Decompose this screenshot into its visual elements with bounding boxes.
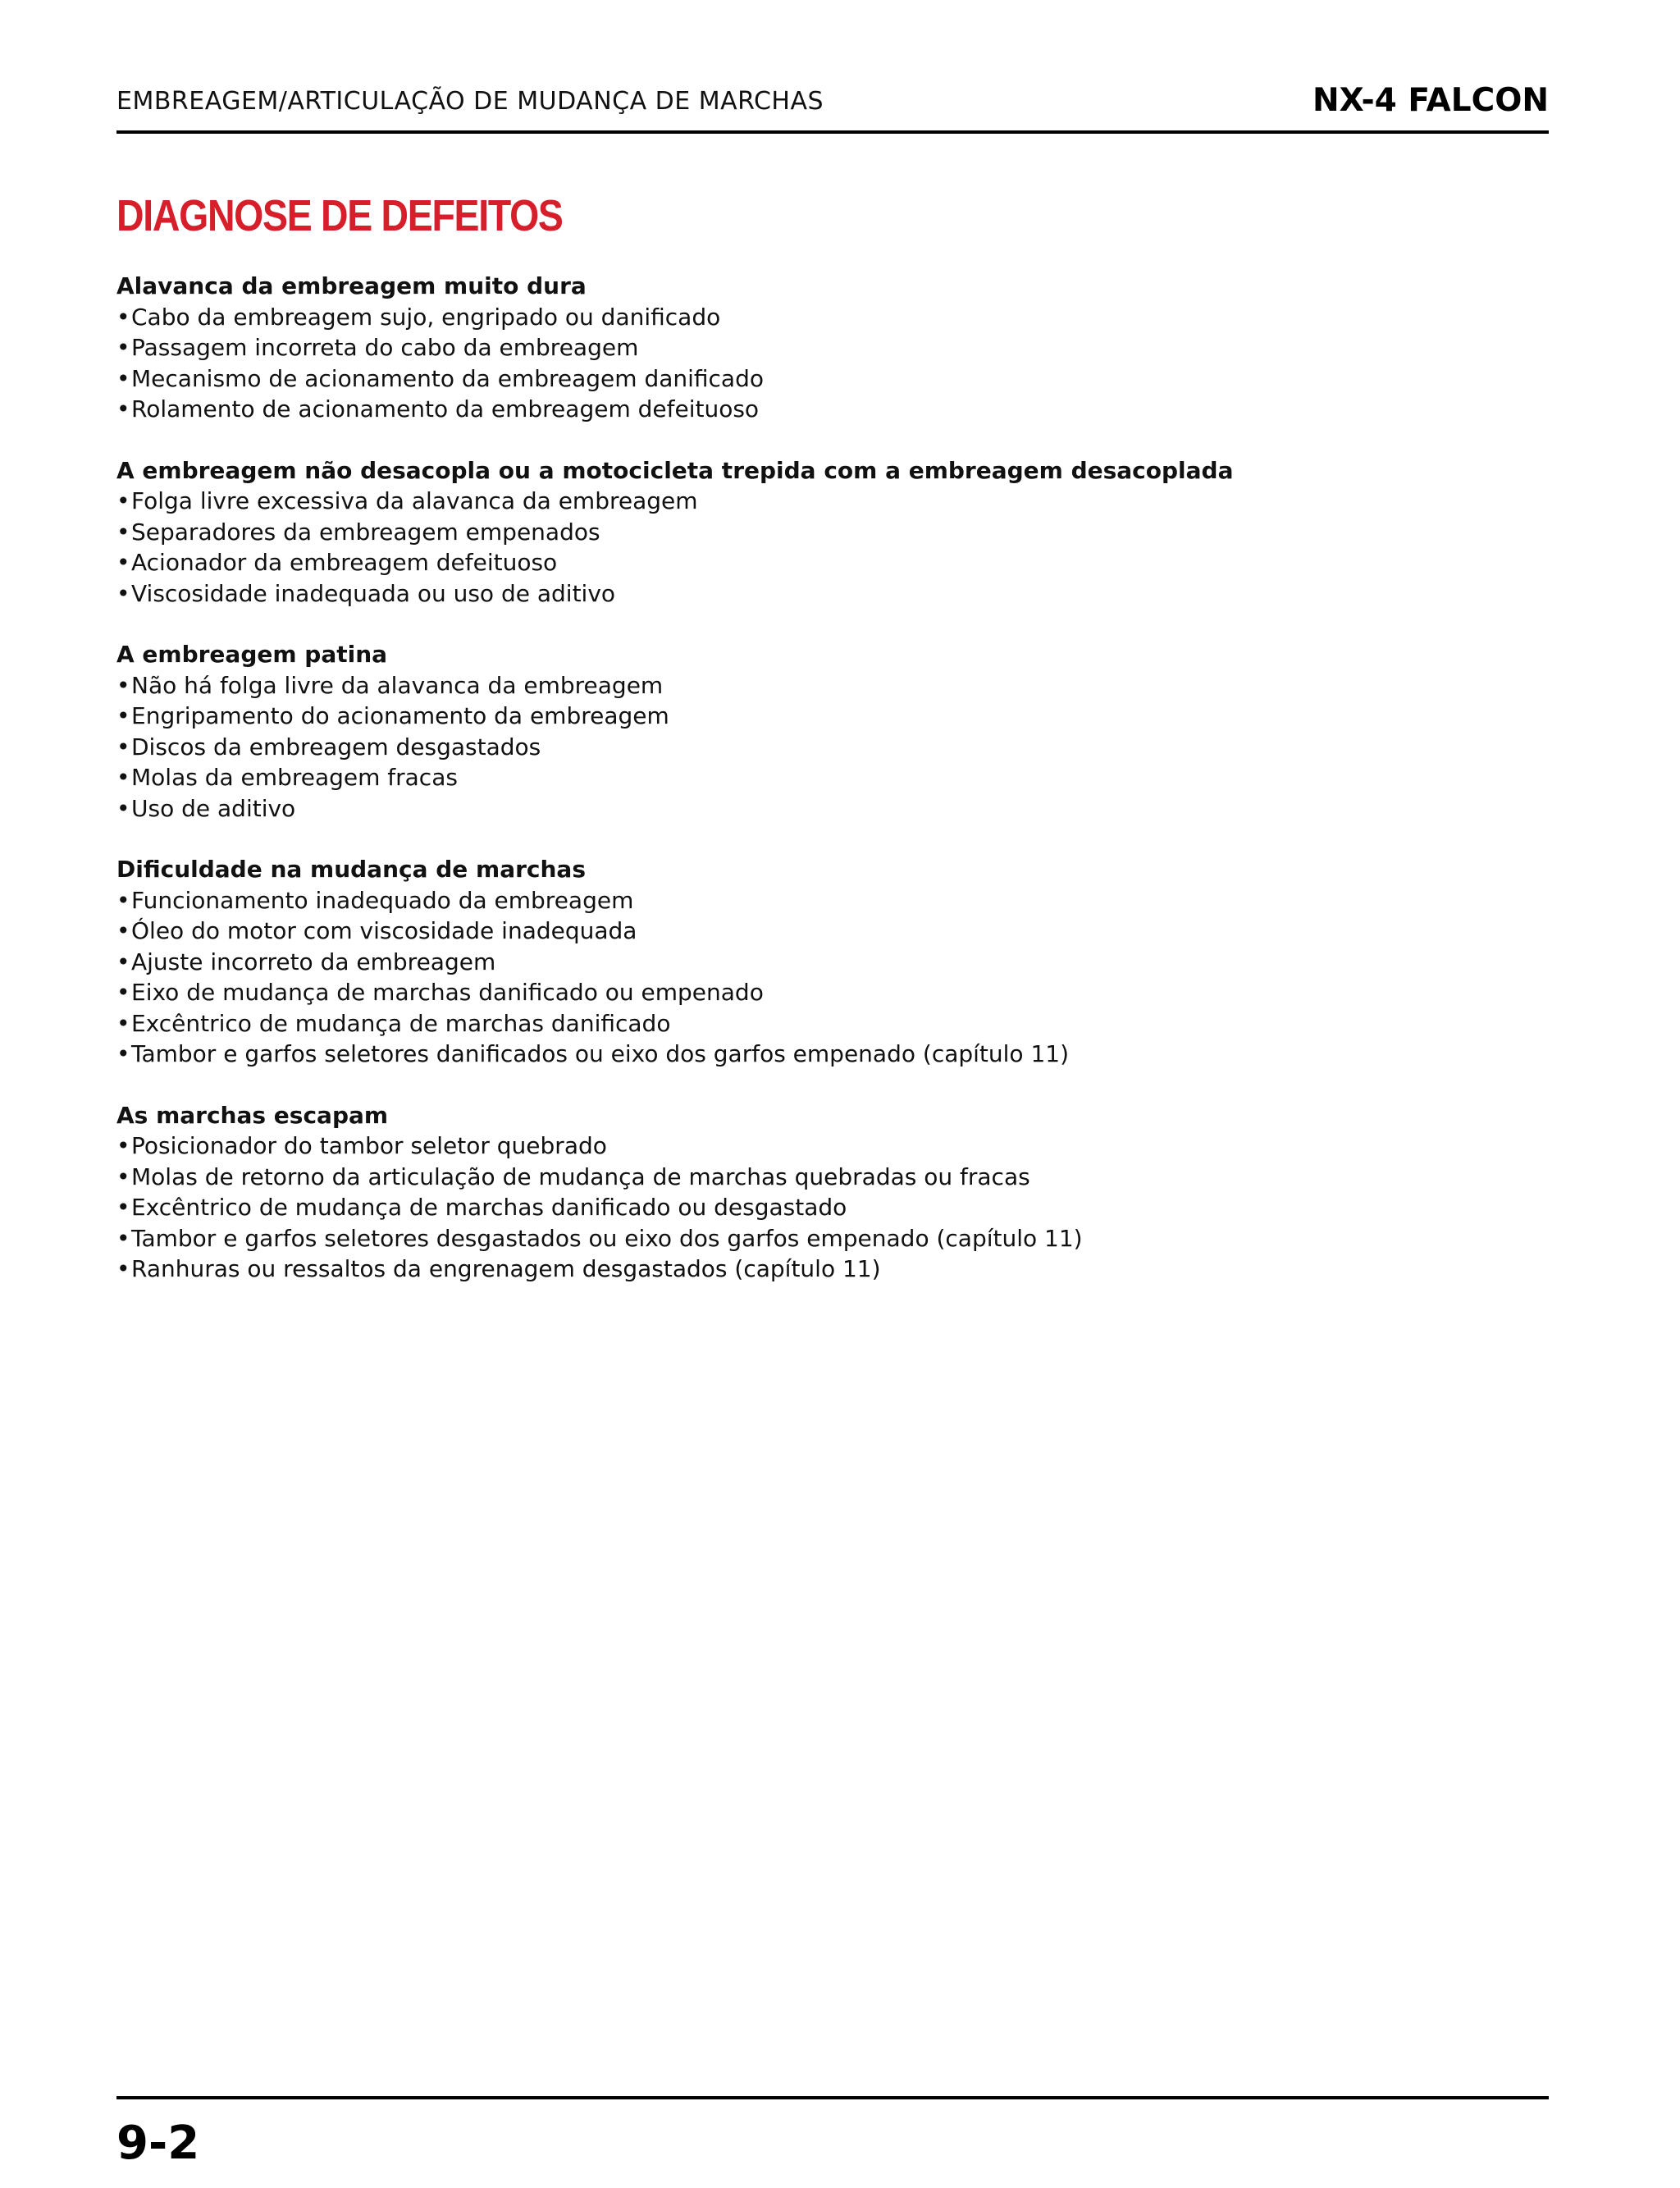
cause-item [116, 517, 1511, 548]
bullet-icon: • [116, 702, 130, 729]
cause-item [116, 332, 1511, 363]
cause-text: Acionador da embreagem defeituoso [131, 549, 558, 576]
bullet-icon: • [116, 1194, 130, 1221]
bullet-icon: • [116, 948, 130, 975]
cause-item [116, 916, 1511, 947]
cause-item [116, 1008, 1511, 1039]
symptom-title: Dificuldade na mudança de marchas [116, 856, 586, 883]
cause-text: Ranhuras ou ressaltos da engrenagem desgastados (capítulo 11) [131, 1255, 881, 1282]
cause-text: Excêntrico de mudança de marchas danificado [131, 1009, 671, 1037]
bullet-icon: • [116, 794, 130, 822]
cause-text: Posicionador do tambor seletor quebrado [131, 1132, 607, 1159]
bullet-icon: • [116, 1163, 130, 1190]
cause-item [116, 1223, 1511, 1254]
cause-text: Separadores da embreagem empenados [131, 518, 600, 546]
cause-text: Tambor e garfos seletores danificados ou eixo dos garfos empenado (capítulo 11) [131, 1040, 1070, 1067]
bullet-icon: • [116, 395, 130, 423]
cause-item [116, 1192, 1511, 1223]
bullet-icon: • [116, 303, 130, 331]
cause-text: Engripamento do acionamento da embreagem [131, 702, 669, 729]
symptom-group [116, 1100, 1511, 1285]
cause-text: Funcionamento inadequado da embreagem [131, 886, 634, 914]
cause-item [116, 547, 1511, 578]
bullet-icon: • [116, 1224, 130, 1252]
cause-text: Molas de retorno da articulação de mudança de marchas quebradas ou fracas [131, 1163, 1030, 1190]
bullet-icon: • [116, 1255, 130, 1282]
cause-item [116, 670, 1511, 701]
symptom-group [116, 639, 1511, 824]
cause-text: Viscosidade inadequada ou uso de aditivo [131, 579, 616, 607]
cause-item [116, 1162, 1511, 1193]
cause-item [116, 394, 1511, 425]
symptom-title: A embreagem não desacopla ou a motocicleta trepida com a embreagem desacoplada [116, 456, 1234, 484]
cause-item [116, 977, 1511, 1008]
bullet-icon: • [116, 1040, 130, 1067]
symptom-group [116, 854, 1511, 1070]
cause-item [116, 701, 1511, 732]
cause-item [116, 363, 1511, 395]
cause-text: Excêntrico de mudança de marchas danificado ou desgastado [131, 1194, 847, 1221]
cause-text: Cabo da embreagem sujo, engripado ou danificado [131, 303, 721, 331]
cause-item [116, 578, 1511, 610]
cause-text: Tambor e garfos seletores desgastados ou eixo dos garfos empenado (capítulo 11) [131, 1224, 1083, 1252]
cause-item [116, 1254, 1511, 1285]
symptom-title: A embreagem patina [116, 641, 388, 668]
cause-text: Rolamento de acionamento da embreagem defeituoso [131, 395, 760, 423]
cause-item [116, 1131, 1511, 1162]
bullet-icon: • [116, 671, 130, 699]
bullet-icon: • [116, 979, 130, 1006]
cause-item [116, 732, 1511, 763]
cause-item [116, 762, 1511, 793]
cause-text: Mecanismo de acionamento da embreagem danificado [131, 364, 764, 392]
symptom-group [116, 455, 1511, 610]
bullet-icon: • [116, 1009, 130, 1037]
bullet-icon: • [116, 487, 130, 514]
bullet-icon: • [116, 518, 130, 546]
cause-text: Folga livre excessiva da alavanca da embreagem [131, 487, 698, 514]
page-number: 9-2 [116, 2117, 200, 2170]
cause-text: Óleo do motor com viscosidade inadequada [131, 917, 637, 944]
bullet-icon: • [116, 334, 130, 361]
cause-item [116, 885, 1511, 916]
bullet-icon: • [116, 1132, 130, 1159]
footer-divider [116, 2096, 1549, 2099]
cause-text: Não há folga livre da alavanca da embreagem [131, 671, 664, 699]
bullet-icon: • [116, 549, 130, 576]
cause-item [116, 486, 1511, 517]
bullet-icon: • [116, 364, 130, 392]
section-title: DIAGNOSE DE DEFEITOS [116, 191, 563, 240]
bullet-icon: • [116, 733, 130, 761]
symptom-title: As marchas escapam [116, 1101, 389, 1129]
symptom-title: Alavanca da embreagem muito dura [116, 272, 587, 299]
cause-item [116, 947, 1511, 978]
header-divider [116, 130, 1549, 134]
chapter-title: EMBREAGEM/ARTICULAÇÃO DE MUDANÇA DE MARCHAS [116, 87, 824, 116]
symptom-group [116, 271, 1511, 425]
cause-text: Molas da embreagem fracas [131, 764, 458, 791]
model-name: NX-4 FALCON [1312, 82, 1549, 119]
cause-text: Uso de aditivo [131, 794, 296, 822]
cause-text: Passagem incorreta do cabo da embreagem [131, 334, 639, 361]
bullet-icon: • [116, 917, 130, 944]
cause-text: Discos da embreagem desgastados [131, 733, 541, 761]
bullet-icon: • [116, 764, 130, 791]
cause-item [116, 1039, 1511, 1070]
cause-item [116, 793, 1511, 824]
troubleshooting-list [116, 271, 1511, 1315]
cause-text: Eixo de mudança de marchas danificado ou empenado [131, 979, 764, 1006]
cause-text: Ajuste incorreto da embreagem [131, 948, 496, 975]
bullet-icon: • [116, 579, 130, 607]
cause-item [116, 302, 1511, 333]
bullet-icon: • [116, 886, 130, 914]
